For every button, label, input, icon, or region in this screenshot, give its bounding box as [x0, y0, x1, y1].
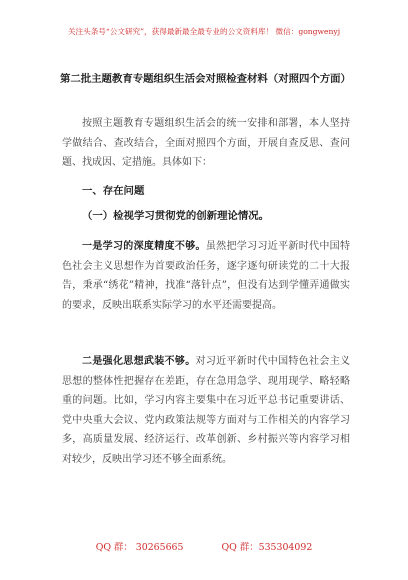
paragraph-body: 对习近平新时代中国特色社会主义思想的整体性把握存在差距，存在急用急学、现用现学、略轻略重的问题。比如，学习内容主要集中在习近平总书记重要讲话、党中央重大会议、党内政策法规等方面对与工作相关的内容学习多，高质量发展、经济运行、改革创新、乡村振兴等内容学习相对较少，反映出学习还不够全面系统。: [62, 356, 351, 465]
subsection-heading-theory: （一）检视学习贯彻党的创新理论情况。: [82, 210, 270, 222]
paragraph-learning-depth: [62, 237, 350, 315]
footer-qq-group-2: QQ 群：535304092: [221, 542, 313, 553]
footer-qq-group-1: QQ 群： 30265665: [95, 542, 184, 553]
paragraph-lead: 一是学习的深度精度不够。: [82, 241, 206, 252]
paragraph-body: 虽然把学习习近平新时代中国特色社会主义思想作为首要政治任务，逐字逐句研读党的二十大报告，秉承“绣花”精神，找准“落针点”，但没有达到学懂弄通做实的要求，反映出联系实际学习的水平还需要提高。: [62, 241, 351, 311]
paragraph-ideological-arming: [62, 352, 350, 470]
section-heading-problems: 一、存在问题: [82, 185, 145, 197]
footer-contacts: [0, 539, 408, 553]
document-title: 第二批主题教育专题组织生活会对照检查材料（对照四个方面）: [60, 73, 351, 85]
paragraph-lead: 二是强化思想武装不够。: [82, 356, 196, 367]
header-banner: 关注头条号“公文研究”，获得最新最全最专业的公文资料库！ 微信：gongwenyj: [67, 27, 341, 36]
intro-paragraph: 按照主题教育专题组织生活会的统一安排和部署，本人坚持学做结合、查改结合，全面对照四个方面，开展自查反思、查问题、找成因、定措施。具体如下：: [62, 118, 350, 169]
